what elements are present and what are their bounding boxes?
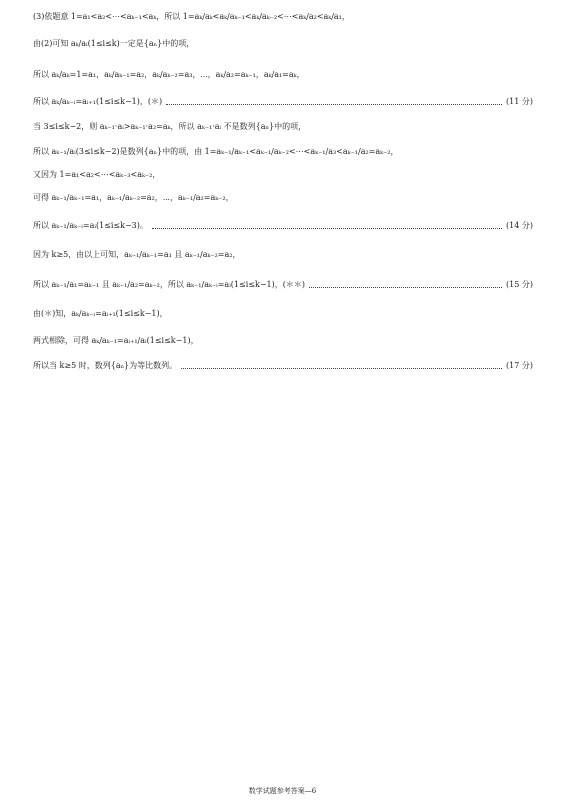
solution-text: 又因为 1=a₁<a₂<⋯<aₖ₋₃<aₖ₋₂，: [33, 170, 161, 179]
dot-leader: [152, 227, 502, 229]
solution-text: 因为 k≥5，由以上可知，aₖ₋₁/aₖ₋₁=a₁ 且 aₖ₋₁/aₖ₋₂=a₂，: [33, 250, 241, 259]
solution-text: 所以 aₖ₋₁/aᵢ(3≤i≤k−2)是数列{aₙ}中的项，由 1=aₖ₋₁/aₖ₋₁<aₖ₋₁/aₖ₋₂<⋯<aₖ₋₁/a₃<aₖ₋₁/a₂=aₖ₋₂，: [33, 147, 399, 156]
solution-text: 当 3≤i≤k−2，则 aₖ₋₁·aᵢ>aₖ₋₁·a₂=aₖ，所以 aₖ₋₁·aᵢ 不是数列{aₙ}中的项，: [33, 122, 307, 131]
solution-text: 两式相除，可得 aₖ/aₖ₋₁=aᵢ₊₁/aᵢ(1≤i≤k−1)，: [33, 336, 199, 345]
solution-text: 所以当 k≥5 时，数列{aₙ}为等比数列。: [33, 361, 178, 370]
solution-line-8: [33, 193, 533, 203]
solution-text: 所以 aₖ/aₖ=1=a₁，aₖ/aₖ₋₁=a₂，aₖ/aₖ₋₂=a₃，⋯，aₖ/a₂=aₖ₋₁，aₖ/a₁=aₖ，: [33, 70, 305, 79]
solution-text: (3)依题意 1=a₁<a₂<⋯<aₖ₋₁<aₖ，所以 1=aₖ/aₖ<aₖ/aₖ₋₁<aₖ/aₖ₋₂<⋯<aₖ/a₂<aₖ/a₁，: [33, 12, 350, 21]
score-label: (14 分): [506, 221, 533, 230]
solution-line-9: [33, 221, 533, 231]
dot-leader: [309, 286, 502, 288]
score-label: (17 分): [506, 361, 533, 370]
solution-line-4: [33, 97, 533, 107]
score-label: (15 分): [506, 280, 533, 289]
solution-text: 所以 aₖ₋₁/a₁=aₖ₋₁ 且 aₖ₋₁/a₂=aₖ₋₂，所以 aₖ₋₁/aₖ₋ᵢ=aᵢ(1≤i≤k−1)，(＊＊): [33, 280, 305, 289]
solution-line-11: [33, 280, 533, 290]
solution-text: 所以 aₖ₋₁/aₖ₋ᵢ=aᵢ(1≤i≤k−3)。: [33, 221, 148, 230]
dot-leader: [166, 103, 502, 105]
solution-text: 所以 aₖ/aₖ₋ᵢ=aᵢ₊₁(1≤i≤k−1)，(＊): [33, 97, 163, 106]
solution-line-10: [33, 250, 533, 260]
solution-line-2: [33, 39, 533, 49]
dot-leader: [181, 367, 502, 369]
solution-line-12: [33, 309, 533, 319]
solution-line-3: [33, 70, 533, 80]
solution-line-6: [33, 147, 533, 157]
score-label: (11 分): [506, 97, 533, 106]
solution-line-13: [33, 336, 533, 346]
solution-line-7: [33, 170, 533, 180]
solution-text: 可得 aₖ₋₁/aₖ₋₁=a₁，aₖ₋₁/aₖ₋₂=a₂，⋯，aₖ₋₁/a₂=aₖ₋₂，: [33, 193, 234, 202]
solution-text: 由(2)可知 aₖ/aᵢ(1≤i≤k)一定是{aₙ}中的项，: [33, 39, 195, 48]
solution-line-1: [33, 12, 533, 22]
page-footer: 数学试题参考答案—6: [248, 787, 317, 795]
solution-line-14: [33, 361, 533, 371]
solution-line-5: [33, 122, 533, 132]
solution-text: 由(＊)知，aₖ/aₖ₋ᵢ=aᵢ₊₁(1≤i≤k−1)，: [33, 309, 168, 318]
